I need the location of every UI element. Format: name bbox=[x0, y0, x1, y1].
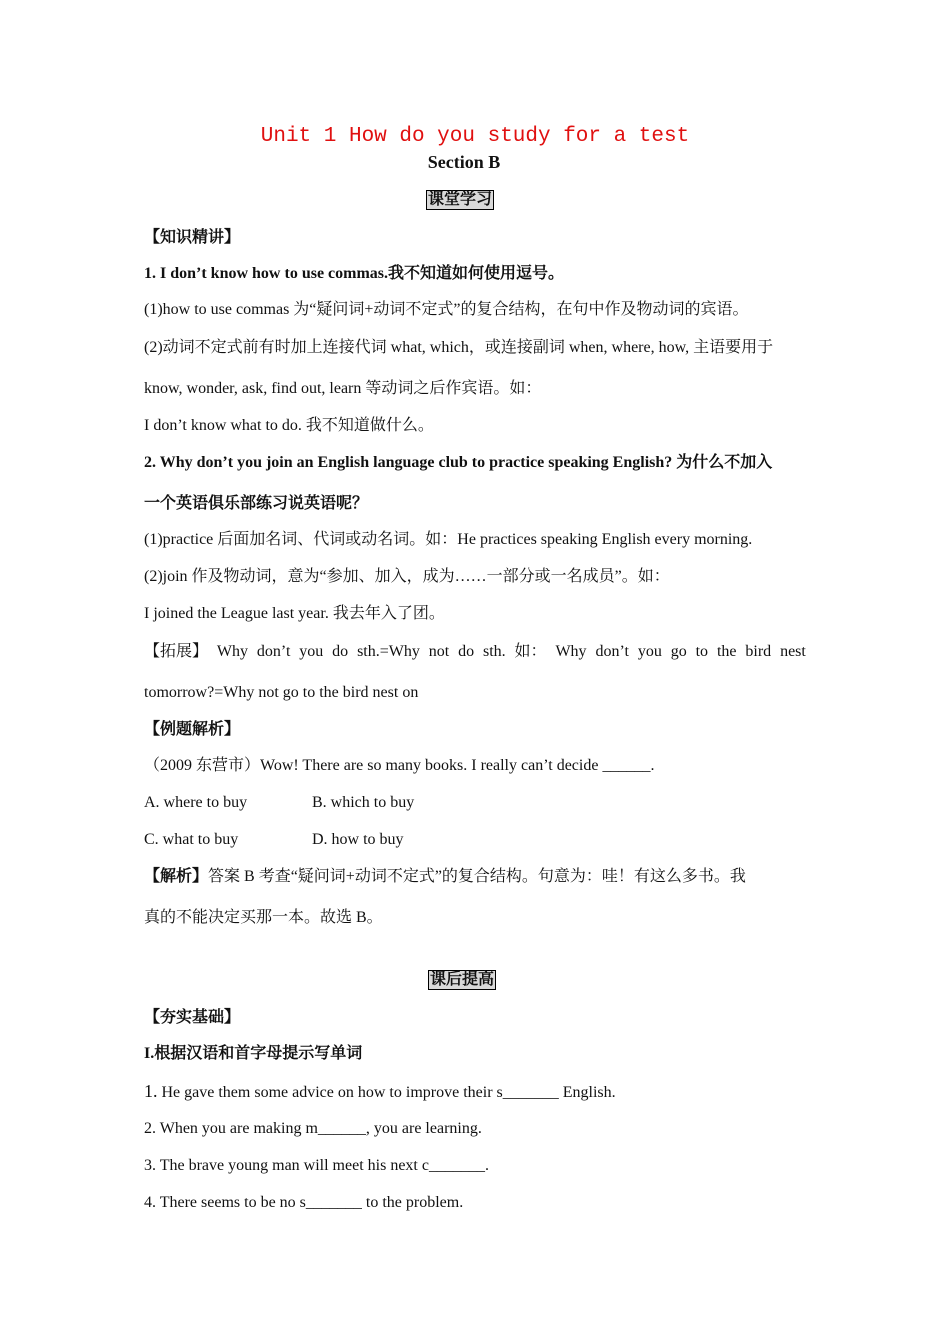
option-b: B. which to buy bbox=[312, 794, 415, 811]
basic-heading: 【夯实基础】 bbox=[144, 1009, 241, 1026]
exercise-item bbox=[144, 1193, 806, 1213]
exercise-number: 3. bbox=[144, 1157, 156, 1174]
analysis-text: 答案 B 考查“疑问词+动词不定式”的复合结构。句意为：哇！有这么多书。我 bbox=[208, 868, 746, 885]
analysis-line-b: 真的不能决定买那一本。故选 B。 bbox=[144, 909, 383, 926]
example-heading: 【例题解析】 bbox=[144, 721, 241, 738]
exercise-number: 4. bbox=[144, 1194, 156, 1211]
example-question: （2009 东营市）Wow! There are so many books. I really can’t decide ______. bbox=[144, 757, 655, 774]
classroom-heading: 课堂学习 bbox=[427, 191, 492, 208]
options-row-2 bbox=[144, 830, 806, 850]
after-class-heading-wrap bbox=[0, 970, 924, 990]
exercise-item bbox=[144, 1081, 806, 1103]
exercise-text: The brave young man will meet his next c_______. bbox=[156, 1157, 489, 1174]
knowledge-heading: 【知识精讲】 bbox=[144, 229, 241, 246]
exercise-number: 1. bbox=[144, 1081, 158, 1101]
option-d: D. how to buy bbox=[312, 831, 404, 848]
extend-word: to bbox=[695, 643, 709, 660]
extend-word: Why bbox=[555, 643, 587, 660]
section-subtitle: Section B bbox=[427, 152, 501, 172]
after-class-heading: 课后提高 bbox=[429, 971, 494, 988]
extend-word: not bbox=[428, 643, 450, 660]
point1-para2a: (2)动词不定式前有时加上连接代词 what, which，或连接副词 when, where, how, 主语要用于 bbox=[144, 339, 774, 356]
extend-word: 如： bbox=[514, 643, 547, 660]
options-row-1 bbox=[144, 793, 806, 813]
exercise-item bbox=[144, 1156, 806, 1176]
extend-word: don’t bbox=[256, 643, 291, 660]
extend-line-b: tomorrow?=Why not go to the bird nest on bbox=[144, 684, 419, 701]
exercise-text: When you are making m______, you are learning. bbox=[156, 1120, 482, 1137]
point2-para1: (1)practice 后面加名词、代词或动名词。如：He practices speaking English every morning. bbox=[144, 531, 753, 548]
extend-word: do bbox=[458, 643, 475, 660]
extend-word: Why bbox=[216, 643, 249, 660]
point1-para2b: know, wonder, ask, find out, learn 等动词之后作宾语。如： bbox=[144, 380, 542, 397]
extend-word: sth.=Why bbox=[357, 643, 420, 660]
point1-example: I don’t know what to do. 我不知道做什么。 bbox=[144, 417, 434, 434]
exercise-item bbox=[144, 1119, 806, 1139]
extend-word: you bbox=[637, 643, 662, 660]
extend-word: you bbox=[299, 643, 324, 660]
extend-word: the bbox=[716, 643, 737, 660]
exercise-text: He gave them some advice on how to improve their s_______ English. bbox=[157, 1084, 616, 1101]
unit-title: Unit 1 How do you study for a test bbox=[260, 125, 690, 148]
extend-word: do bbox=[332, 643, 349, 660]
exercise-number: 2. bbox=[144, 1120, 156, 1137]
extend-word: don’t bbox=[595, 643, 629, 660]
extend-word: bird bbox=[745, 643, 772, 660]
point2-example: I joined the League last year. 我去年入了团。 bbox=[144, 605, 445, 622]
extend-word: 【拓展】 bbox=[144, 643, 209, 660]
extend-line bbox=[144, 642, 806, 662]
option-c: C. what to buy bbox=[144, 831, 239, 848]
extend-word: go bbox=[670, 643, 687, 660]
option-a: A. where to buy bbox=[144, 794, 248, 811]
point2-title-a: 2. Why don’t you join an English language club to practice speaking English? 为什么不加入 bbox=[144, 454, 773, 471]
analysis-label: 【解析】 bbox=[144, 868, 209, 885]
point2-para2: (2)join 作及物动词，意为“参加、加入，成为……一部分或一名成员”。如： bbox=[144, 568, 670, 585]
exercise-text: There seems to be no s_______ to the problem. bbox=[156, 1194, 464, 1211]
analysis-line-a bbox=[144, 867, 806, 887]
extend-word: sth. bbox=[482, 643, 506, 660]
point1-title: 1. I don’t know how to use commas.我不知道如何使用逗号。 bbox=[144, 265, 565, 282]
point2-title-b: 一个英语俱乐部练习说英语呢？ bbox=[144, 495, 369, 512]
section1-title: I.根据汉语和首字母提示写单词 bbox=[144, 1045, 363, 1062]
point1-para1: (1)how to use commas 为“疑问词+动词不定式”的复合结构，在句中作及物动词的宾语。 bbox=[144, 301, 749, 318]
extend-word: nest bbox=[780, 643, 806, 660]
classroom-heading-wrap bbox=[0, 190, 920, 210]
